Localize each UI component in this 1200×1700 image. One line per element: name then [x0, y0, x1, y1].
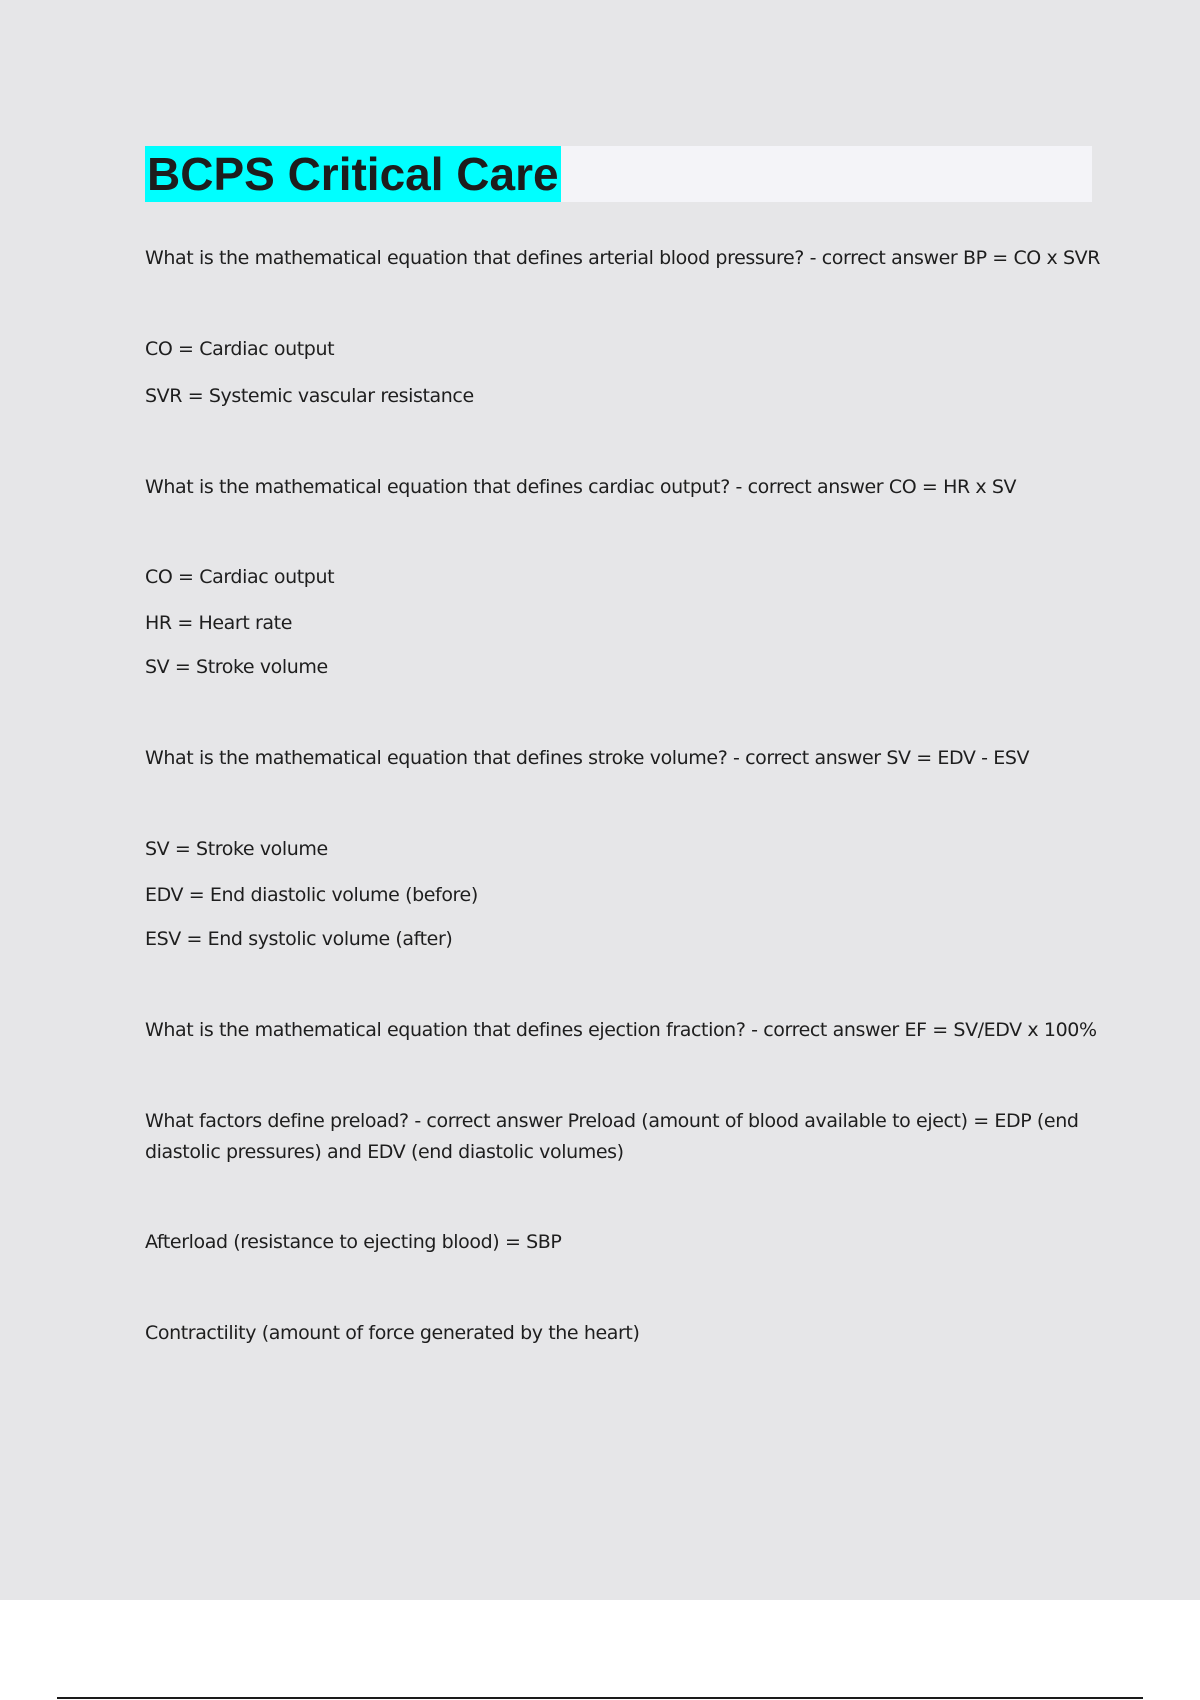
- question-line: What is the mathematical equation that defines arterial blood pressure? - correct answer BP = CO x SVR: [145, 247, 1101, 269]
- definition-line: SV = Stroke volume: [145, 656, 328, 678]
- question-line: What is the mathematical equation that defines stroke volume? - correct answer SV = EDV - ESV: [145, 747, 1030, 769]
- document-title: BCPS Critical Care: [147, 148, 559, 200]
- definition-line: SVR = Systemic vascular resistance: [145, 385, 474, 407]
- question-line: What factors define preload? - correct answer Preload (amount of blood available to eject) = EDP (end: [145, 1110, 1079, 1132]
- definition-line: ESV = End systolic volume (after): [145, 928, 453, 950]
- definition-line: CO = Cardiac output: [145, 338, 335, 360]
- definition-line: Contractility (amount of force generated by the heart): [145, 1322, 640, 1344]
- definition-line: HR = Heart rate: [145, 612, 293, 634]
- definition-line: EDV = End diastolic volume (before): [145, 884, 478, 906]
- definition-line: CO = Cardiac output: [145, 566, 335, 588]
- question-line: What is the mathematical equation that defines ejection fraction? - correct answer EF = SV/EDV x 100%: [145, 1019, 1097, 1041]
- question-line-continued: diastolic pressures) and EDV (end diastolic volumes): [145, 1141, 624, 1163]
- question-line: What is the mathematical equation that defines cardiac output? - correct answer CO = HR x SV: [145, 476, 1017, 498]
- definition-line: SV = Stroke volume: [145, 838, 328, 860]
- definition-line: Afterload (resistance to ejecting blood) = SBP: [145, 1231, 562, 1253]
- footer-rule: [57, 1697, 1143, 1699]
